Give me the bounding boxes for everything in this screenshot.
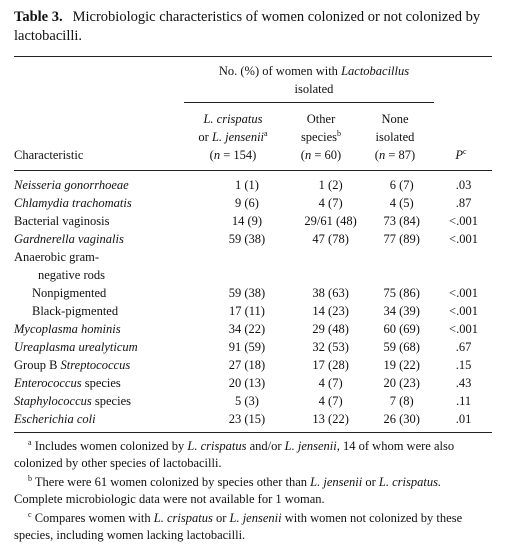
col3-header-n: (n = 87) [374, 148, 416, 162]
footnote-c: $^c$ Compares women with L. crispatus or L. jensenii with women not colonized by these species, including women lacking lactobacilli. [14, 509, 463, 542]
table-row [14, 230, 492, 248]
cell-col1 [201, 248, 293, 266]
cell-col1: 1 (1) [235, 178, 259, 192]
col2-header-line1: Other [306, 112, 336, 126]
table-row [14, 338, 492, 356]
cell-col3: 59 (68) [383, 340, 420, 354]
cell-col2: 4 (7) [318, 196, 343, 210]
cell-p: .43 [455, 376, 472, 390]
group-rule [184, 102, 434, 103]
cell-col2: 29 (48) [312, 322, 349, 336]
cell-col3: 73 (84) [383, 214, 420, 228]
row-label: Enterococcus species [14, 376, 121, 390]
col2-header-n: (n = 60) [300, 148, 342, 162]
cell-p: .03 [455, 178, 472, 192]
cell-col1: 9 (6) [235, 196, 259, 210]
cell-p: <.001 [449, 304, 478, 318]
cell-p: <.001 [449, 214, 478, 228]
cell-col1: 23 (15) [228, 412, 266, 426]
cell-col1: 91 (59) [228, 340, 266, 354]
column-group-header-line2: isolated [294, 82, 334, 96]
cell-col3: 26 (30) [383, 412, 420, 426]
cell-col3: 20 (23) [383, 376, 420, 390]
cell-col3: 7 (8) [389, 394, 414, 408]
col1-header-line2: or L. jensenii$^a$ [198, 128, 268, 144]
row-label: Group B Streptococcus [14, 358, 131, 372]
cell-col1: 17 (11) [228, 304, 265, 318]
table-row [14, 176, 492, 194]
row-label: Gardnerella vaginalis [14, 232, 124, 246]
cell-col2: 47 (78) [312, 232, 349, 246]
characteristic-header: Characteristic [14, 148, 84, 162]
cell-p: <.001 [449, 286, 478, 300]
table-title: Microbiologic characteristics of women colonized or not colonized by lactobacilli. [14, 9, 481, 44]
table-row [14, 284, 492, 302]
cell-col3: 34 (39) [383, 304, 420, 318]
cell-p [435, 266, 492, 284]
row-label: Chlamydia trachomatis [14, 196, 132, 210]
table-caption [14, 8, 492, 46]
bottom-rule [14, 432, 492, 433]
col3-header-line1: None [381, 112, 409, 126]
cell-col3: 60 (69) [383, 322, 420, 336]
cell-col2: 14 (23) [312, 304, 349, 318]
table-row [14, 374, 492, 392]
row-label: Staphylococcus species [14, 394, 131, 408]
cell-col3: 77 (89) [383, 232, 420, 246]
cell-p: .11 [455, 394, 472, 408]
cell-col1: 27 (18) [228, 358, 266, 372]
row-label: Bacterial vaginosis [14, 214, 110, 228]
cell-col2: 1 (2) [318, 178, 343, 192]
cell-p: <.001 [449, 322, 478, 336]
table-label: Table 3. [14, 9, 63, 25]
cell-col3: 19 (22) [383, 358, 420, 372]
col2-header-line2: species$^b$ [300, 128, 342, 144]
footnote-a: $^a$ Includes women colonized by L. crispatus and/or L. jensenii, 14 of whom were also colonized by other species of lactobacilli. [14, 437, 455, 470]
footnote-b: $^b$ There were 61 women colonized by species other than L. jensenii or L. crispatus. Complete microbiologic data were not available for 1 woman. [14, 473, 442, 506]
cell-col2 [293, 266, 368, 284]
cell-col1: 59 (38) [228, 286, 266, 300]
cell-col1: 34 (22) [228, 322, 266, 336]
cell-col3 [368, 248, 435, 266]
header-rule [14, 170, 492, 171]
col1-header-n: (n = 154) [209, 148, 257, 162]
cell-col2: 4 (7) [318, 394, 343, 408]
table-row [14, 302, 492, 320]
cell-p [435, 248, 492, 266]
table-row [14, 410, 492, 428]
row-label: Anaerobic gram- [14, 250, 100, 264]
row-label: Escherichia coli [14, 412, 96, 426]
table-row [14, 212, 492, 230]
row-label: Nonpigmented [32, 286, 107, 300]
cell-col3: 75 (86) [383, 286, 420, 300]
cell-col2: 29/61 (48) [304, 214, 357, 228]
cell-col2: 4 (7) [318, 376, 343, 390]
cell-p: <.001 [449, 232, 478, 246]
col1-header-line1: L. crispatus [203, 112, 263, 126]
cell-col1: 20 (13) [228, 376, 266, 390]
cell-col1: 5 (3) [235, 394, 259, 408]
cell-col1: 59 (38) [228, 232, 266, 246]
cell-p: .15 [455, 358, 472, 372]
data-table [14, 176, 492, 428]
table-row [14, 266, 492, 284]
table-row [14, 194, 492, 212]
cell-p: .87 [455, 196, 472, 210]
cell-col3 [368, 266, 435, 284]
cell-col2: 13 (22) [312, 412, 349, 426]
table-row [14, 248, 492, 266]
cell-col1 [201, 266, 293, 284]
cell-col2 [293, 248, 368, 266]
col3-header-line2: isolated [375, 130, 415, 144]
row-label: Ureaplasma urealyticum [14, 340, 138, 354]
column-group-header: No. (%) of women with Lactobacillus [218, 64, 410, 78]
table-row [14, 392, 492, 410]
cell-col2: 32 (53) [312, 340, 349, 354]
cell-col2: 17 (28) [312, 358, 349, 372]
row-label: negative rods [38, 268, 105, 282]
p-header: $P^c$ [455, 146, 467, 162]
cell-col1: 14 (9) [231, 214, 263, 228]
table-row [14, 356, 492, 374]
table-container [14, 8, 492, 542]
row-label: Mycoplasma hominis [14, 322, 121, 336]
table-row [14, 320, 492, 338]
cell-p: .67 [455, 340, 472, 354]
cell-col3: 4 (5) [389, 196, 414, 210]
cell-col3: 6 (7) [389, 178, 414, 192]
cell-p: .01 [455, 412, 472, 426]
row-label: Black-pigmented [32, 304, 119, 318]
cell-col2: 38 (63) [312, 286, 349, 300]
top-rule [14, 56, 492, 57]
row-label: Neisseria gonorrhoeae [14, 178, 129, 192]
